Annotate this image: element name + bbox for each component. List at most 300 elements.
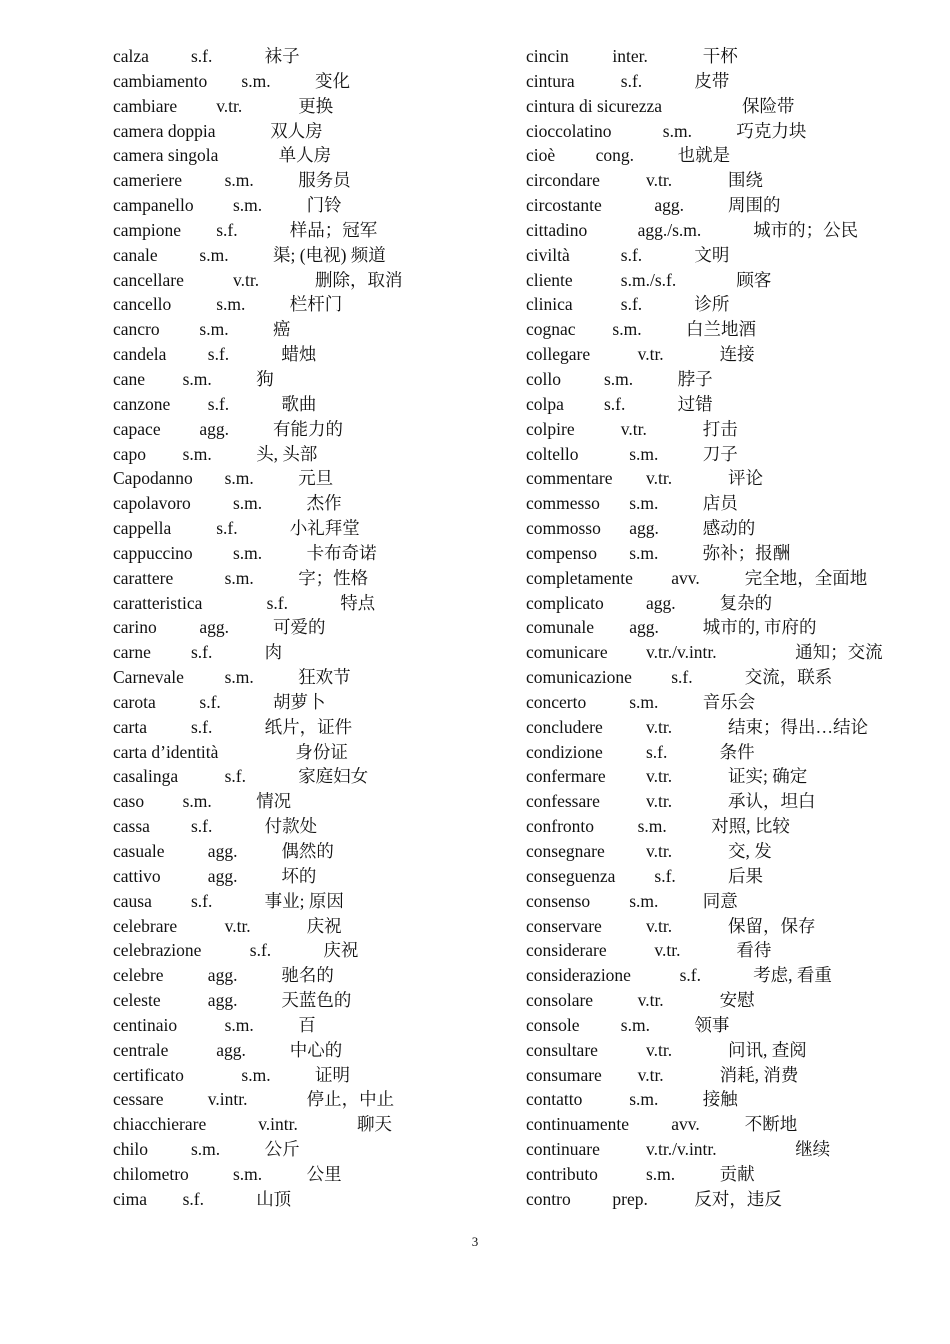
vocab-entry bbox=[526, 963, 946, 988]
vocab-meaning: 纸片，证件 bbox=[264, 716, 353, 737]
vocab-meaning: 复杂的 bbox=[719, 592, 773, 613]
vocab-pos: v.tr. bbox=[654, 940, 681, 961]
vocab-entry bbox=[526, 715, 946, 740]
vocab-pos: v.tr. bbox=[637, 990, 664, 1011]
vocab-entry bbox=[526, 44, 946, 69]
vocab-word: commentare bbox=[526, 468, 613, 489]
vocab-word: commosso bbox=[526, 518, 601, 539]
vocab-word: capace bbox=[113, 418, 161, 439]
vocab-word: cassa bbox=[113, 816, 150, 837]
vocab-word: cappella bbox=[113, 518, 172, 539]
vocab-meaning: 卡布奇诺 bbox=[306, 542, 377, 563]
vocab-entry bbox=[113, 1162, 533, 1187]
vocab-meaning: 也就是 bbox=[677, 145, 731, 166]
vocab-meaning: 天蓝色的 bbox=[281, 990, 352, 1011]
vocab-word: caso bbox=[113, 791, 145, 812]
vocab-meaning: 可爱的 bbox=[273, 617, 326, 638]
vocab-meaning: 巧克力块 bbox=[736, 120, 807, 141]
vocab-pos: s.f. bbox=[216, 518, 238, 539]
vocab-meaning: 皮带 bbox=[694, 70, 730, 91]
vocab-pos: s.f. bbox=[191, 890, 213, 911]
vocab-entry bbox=[113, 740, 533, 765]
vocab-word: cambiare bbox=[113, 95, 178, 116]
vocab-pos: s.m. bbox=[662, 120, 692, 141]
vocab-pos: s.f. bbox=[620, 294, 643, 315]
vocab-pos: s.f. bbox=[191, 46, 213, 66]
vocab-word: cioccolatino bbox=[526, 120, 612, 141]
vocab-meaning: 打击 bbox=[702, 418, 738, 439]
vocab-meaning: 安慰 bbox=[719, 990, 755, 1011]
vocab-word: capolavoro bbox=[113, 493, 191, 514]
vocab-meaning: 反对，违反 bbox=[694, 1188, 782, 1209]
vocab-word: contatto bbox=[526, 1089, 583, 1110]
right-column bbox=[526, 44, 946, 1212]
vocab-pos: s.f. bbox=[620, 70, 643, 91]
vocab-entry bbox=[113, 1112, 533, 1137]
vocab-meaning: 刀子 bbox=[702, 443, 738, 464]
vocab-pos: agg. bbox=[629, 617, 659, 638]
vocab-word: cintura bbox=[526, 70, 575, 91]
vocab-entry bbox=[526, 938, 946, 963]
vocab-meaning: 通知；交流 bbox=[795, 642, 883, 663]
vocab-meaning: 庆祝 bbox=[306, 915, 342, 936]
vocab-pos: s.m. bbox=[620, 1014, 650, 1035]
vocab-word: cameriere bbox=[113, 170, 182, 191]
vocab-entry bbox=[526, 814, 946, 839]
vocab-meaning: 蜡烛 bbox=[281, 344, 317, 365]
vocab-entry bbox=[526, 1137, 946, 1162]
vocab-word: contro bbox=[526, 1188, 571, 1209]
vocab-word: casalinga bbox=[113, 766, 179, 787]
vocab-pos: s.m./s.f. bbox=[620, 269, 677, 290]
vocab-word: celebrare bbox=[113, 915, 178, 936]
vocab-pos: v.tr. bbox=[646, 841, 673, 861]
vocab-word: complicato bbox=[526, 592, 604, 613]
vocab-meaning: 音乐会 bbox=[702, 691, 756, 712]
vocab-entry bbox=[526, 1162, 946, 1187]
vocab-entry bbox=[526, 1087, 946, 1112]
vocab-pos: s.f. bbox=[646, 741, 668, 762]
vocab-pos: s.m. bbox=[182, 443, 212, 464]
vocab-meaning: 身份证 bbox=[295, 741, 348, 762]
vocab-entry bbox=[526, 690, 946, 715]
vocab-pos: v.tr. bbox=[224, 915, 251, 936]
vocab-pos: agg. bbox=[207, 965, 238, 986]
vocab-word: celebrazione bbox=[113, 940, 202, 961]
vocab-entry bbox=[113, 864, 533, 889]
vocab-entry bbox=[526, 1013, 946, 1038]
vocab-word: campanello bbox=[113, 195, 194, 216]
vocab-word: consultare bbox=[526, 1039, 598, 1060]
vocab-word: casuale bbox=[113, 841, 165, 861]
vocab-word: confermare bbox=[526, 766, 606, 787]
vocab-pos: inter. bbox=[612, 46, 648, 66]
vocab-pos: s.f. bbox=[671, 667, 693, 688]
vocab-entry bbox=[526, 268, 946, 293]
vocab-word: celebre bbox=[113, 965, 164, 986]
vocab-word: centrale bbox=[113, 1039, 169, 1060]
vocab-entry bbox=[526, 417, 946, 442]
vocab-entry bbox=[113, 839, 533, 864]
vocab-word: chilometro bbox=[113, 1163, 189, 1184]
vocab-pos: s.m. bbox=[629, 542, 659, 563]
vocab-entry bbox=[113, 193, 533, 218]
vocab-pos: v.tr. bbox=[646, 1039, 673, 1060]
vocab-entry bbox=[113, 466, 533, 491]
vocab-entry bbox=[526, 119, 946, 144]
vocab-word: colpa bbox=[526, 393, 564, 414]
vocab-meaning: 栏杆门 bbox=[289, 294, 343, 315]
vocab-entry bbox=[526, 889, 946, 914]
vocab-pos: s.m. bbox=[199, 319, 229, 340]
vocab-entry bbox=[113, 1087, 533, 1112]
vocab-entry bbox=[113, 591, 533, 616]
vocab-word: concludere bbox=[526, 716, 603, 737]
vocab-pos: s.m. bbox=[182, 368, 212, 389]
vocab-meaning: 庆祝 bbox=[323, 940, 359, 961]
vocab-word: continuare bbox=[526, 1139, 600, 1160]
vocab-entry bbox=[526, 615, 946, 640]
vocab-entry bbox=[113, 243, 533, 268]
vocab-word: clinica bbox=[526, 294, 573, 315]
vocab-meaning: 同意 bbox=[702, 890, 738, 911]
vocab-entry bbox=[526, 516, 946, 541]
vocab-word: cambiamento bbox=[113, 70, 208, 91]
vocab-meaning: 脖子 bbox=[677, 368, 713, 389]
vocab-word: cancellare bbox=[113, 269, 184, 290]
vocab-meaning: 肉 bbox=[264, 642, 283, 663]
vocab-pos: s.m. bbox=[182, 791, 212, 812]
vocab-entry bbox=[113, 1013, 533, 1038]
vocab-pos: agg. bbox=[207, 841, 238, 861]
vocab-meaning: 不断地 bbox=[744, 1114, 798, 1135]
vocab-word: cioè bbox=[526, 145, 556, 166]
vocab-meaning: 袜子 bbox=[264, 46, 300, 66]
vocab-meaning: 看待 bbox=[736, 940, 772, 961]
vocab-word: carattere bbox=[113, 567, 174, 588]
vocab-entry bbox=[113, 789, 533, 814]
vocab-pos: s.f. bbox=[620, 244, 643, 265]
vocab-entry bbox=[113, 69, 533, 94]
vocab-word: continuamente bbox=[526, 1114, 630, 1135]
vocab-word: cima bbox=[113, 1188, 148, 1209]
vocab-meaning: 承认，坦白 bbox=[728, 791, 816, 812]
vocab-word: Carnevale bbox=[113, 667, 184, 688]
vocab-word: carota bbox=[113, 691, 156, 712]
vocab-word: confronto bbox=[526, 816, 595, 837]
vocab-pos: v.tr./v.intr. bbox=[646, 642, 717, 663]
vocab-meaning: 考虑, 看重 bbox=[753, 965, 832, 986]
vocab-entry bbox=[113, 1187, 533, 1212]
vocab-entry bbox=[113, 317, 533, 342]
vocab-pos: s.m. bbox=[224, 1014, 254, 1035]
vocab-word: chiacchierare bbox=[113, 1114, 207, 1135]
vocab-meaning: 胡萝卜 bbox=[273, 691, 326, 712]
vocab-entry bbox=[113, 690, 533, 715]
vocab-meaning: 领事 bbox=[694, 1014, 730, 1035]
vocab-pos: v.tr. bbox=[646, 170, 673, 191]
vocab-entry bbox=[113, 914, 533, 939]
vocab-meaning: 问讯, 查阅 bbox=[728, 1039, 807, 1060]
vocab-pos: v.tr. bbox=[216, 95, 243, 116]
vocab-pos: agg./s.m. bbox=[637, 219, 702, 240]
vocab-word: cancro bbox=[113, 319, 160, 340]
vocab-meaning: 小礼拜堂 bbox=[289, 518, 360, 539]
vocab-pos: s.f. bbox=[604, 393, 626, 414]
vocab-word: console bbox=[526, 1014, 580, 1035]
vocab-word: cliente bbox=[526, 269, 573, 290]
vocab-pos: agg. bbox=[199, 617, 230, 638]
vocab-pos: agg. bbox=[629, 518, 659, 539]
left-column bbox=[113, 44, 533, 1212]
vocab-meaning: 付款处 bbox=[264, 816, 318, 837]
vocab-entry bbox=[113, 218, 533, 243]
vocab-meaning: 字；性格 bbox=[298, 567, 369, 588]
vocab-entry bbox=[526, 864, 946, 889]
vocab-word: cappuccino bbox=[113, 542, 193, 563]
vocab-word: causa bbox=[113, 890, 152, 911]
vocab-entry bbox=[526, 789, 946, 814]
vocab-entry bbox=[113, 1063, 533, 1088]
vocab-pos: v.tr. bbox=[233, 269, 260, 290]
vocab-meaning: 顾客 bbox=[736, 269, 772, 290]
vocab-meaning: 删除，取消 bbox=[315, 269, 403, 290]
vocab-entry bbox=[526, 193, 946, 218]
vocab-pos: s.f. bbox=[182, 1188, 204, 1209]
vocab-meaning: 歌曲 bbox=[281, 393, 317, 414]
vocab-meaning: 评论 bbox=[728, 468, 763, 489]
vocab-pos: s.m. bbox=[199, 244, 229, 265]
vocab-entry bbox=[526, 591, 946, 616]
vocab-meaning: 中心的 bbox=[289, 1039, 343, 1060]
vocab-word: colpire bbox=[526, 418, 575, 439]
vocab-word: camera singola bbox=[113, 145, 219, 166]
vocab-entry bbox=[113, 143, 533, 168]
vocab-word: concerto bbox=[526, 691, 587, 712]
page-number: 3 bbox=[471, 1234, 479, 1249]
vocab-word: contributo bbox=[526, 1163, 598, 1184]
vocab-word: collegare bbox=[526, 344, 591, 365]
vocab-meaning: 交流，联系 bbox=[744, 667, 833, 688]
vocab-meaning: 样品；冠军 bbox=[289, 219, 378, 240]
vocab-meaning: 家庭妇女 bbox=[298, 766, 369, 787]
vocab-entry bbox=[113, 640, 533, 665]
vocab-pos: s.m. bbox=[629, 890, 659, 911]
vocab-meaning: 变化 bbox=[315, 70, 350, 91]
vocab-entry bbox=[113, 417, 533, 442]
vocab-pos: s.f. bbox=[266, 592, 288, 613]
vocab-meaning: 文明 bbox=[694, 244, 730, 265]
vocab-pos: s.f. bbox=[191, 716, 213, 737]
vocab-entry bbox=[526, 367, 946, 392]
vocab-entry bbox=[526, 566, 946, 591]
vocab-entry bbox=[113, 938, 533, 963]
vocab-entry bbox=[526, 218, 946, 243]
vocab-word: cognac bbox=[526, 319, 576, 340]
vocab-meaning: 更换 bbox=[298, 95, 334, 116]
vocab-pos: v.tr. bbox=[646, 766, 673, 787]
vocab-meaning: 过错 bbox=[677, 393, 713, 414]
vocab-meaning: 条件 bbox=[719, 741, 755, 762]
vocab-pos: s.f. bbox=[249, 940, 272, 961]
vocab-pos: s.f. bbox=[654, 865, 676, 886]
vocab-pos: prep. bbox=[612, 1188, 648, 1209]
vocab-entry bbox=[113, 268, 533, 293]
vocab-pos: s.m. bbox=[612, 319, 642, 340]
vocab-pos: s.m. bbox=[629, 493, 659, 514]
vocab-word: cancello bbox=[113, 294, 172, 315]
vocab-entry bbox=[113, 392, 533, 417]
vocab-meaning: 单人房 bbox=[278, 145, 332, 166]
vocab-entry bbox=[113, 168, 533, 193]
vocab-word: civiltà bbox=[526, 244, 570, 265]
vocab-entry bbox=[113, 665, 533, 690]
vocab-word: consegnare bbox=[526, 841, 605, 861]
vocab-meaning: 渠; (电视) 频道 bbox=[273, 244, 386, 265]
vocab-pos: s.m. bbox=[216, 294, 246, 315]
vocab-entry bbox=[526, 168, 946, 193]
vocab-pos: v.tr./v.intr. bbox=[646, 1139, 717, 1160]
vocab-meaning: 贡献 bbox=[719, 1163, 755, 1184]
vocab-entry bbox=[113, 292, 533, 317]
vocab-meaning: 双人房 bbox=[270, 120, 323, 141]
vocab-word: camera doppia bbox=[113, 120, 216, 141]
vocab-word: considerazione bbox=[526, 965, 631, 986]
vocab-meaning: 元旦 bbox=[298, 468, 334, 489]
vocab-pos: avv. bbox=[671, 1114, 700, 1135]
vocab-meaning: 周围的 bbox=[728, 195, 781, 216]
vocab-word: conservare bbox=[526, 915, 602, 936]
vocab-entry bbox=[113, 342, 533, 367]
vocab-entry bbox=[526, 1038, 946, 1063]
vocab-word: comunicazione bbox=[526, 667, 632, 688]
vocab-pos: agg. bbox=[199, 418, 230, 439]
vocab-pos: s.m. bbox=[233, 542, 263, 563]
vocab-word: cittadino bbox=[526, 219, 588, 240]
vocab-pos: s.m. bbox=[233, 195, 263, 216]
vocab-entry bbox=[526, 541, 946, 566]
vocab-word: cintura di sicurezza bbox=[526, 95, 663, 116]
vocab-entry bbox=[113, 541, 533, 566]
vocab-meaning: 头, 头部 bbox=[256, 443, 318, 464]
vocab-pos: s.m. bbox=[224, 667, 254, 688]
vocab-entry bbox=[526, 243, 946, 268]
vocab-pos: s.m. bbox=[224, 567, 254, 588]
vocab-word: canale bbox=[113, 244, 158, 265]
vocab-pos: agg. bbox=[654, 195, 685, 216]
vocab-meaning: 偶然的 bbox=[281, 841, 334, 861]
vocab-pos: s.m. bbox=[629, 691, 659, 712]
vocab-word: cincin bbox=[526, 46, 569, 66]
vocab-meaning: 停止，中止 bbox=[306, 1089, 395, 1110]
vocab-entry bbox=[113, 367, 533, 392]
vocab-entry bbox=[113, 516, 533, 541]
vocab-meaning: 证实; 确定 bbox=[728, 766, 808, 787]
vocab-entry bbox=[113, 988, 533, 1013]
vocab-pos: s.m. bbox=[629, 1089, 659, 1110]
vocab-pos: agg. bbox=[207, 865, 238, 886]
vocab-entry bbox=[113, 491, 533, 516]
vocab-entry bbox=[526, 392, 946, 417]
vocab-word: calza bbox=[113, 46, 149, 66]
vocab-word: candela bbox=[113, 344, 167, 365]
vocab-word: carta bbox=[113, 716, 147, 737]
vocab-meaning: 情况 bbox=[256, 791, 292, 812]
vocab-entry bbox=[526, 94, 946, 119]
vocab-pos: v.tr. bbox=[646, 716, 673, 737]
vocab-pos: agg. bbox=[207, 990, 238, 1011]
vocab-pos: v.tr. bbox=[646, 791, 673, 812]
vocab-entry bbox=[113, 814, 533, 839]
vocab-entry bbox=[526, 317, 946, 342]
vocab-word: cane bbox=[113, 368, 146, 389]
vocab-entry bbox=[526, 740, 946, 765]
vocab-entry bbox=[113, 119, 533, 144]
vocab-meaning: 店员 bbox=[702, 493, 738, 514]
vocab-entry bbox=[113, 44, 533, 69]
vocab-pos: cong. bbox=[595, 145, 634, 166]
vocab-meaning: 继续 bbox=[795, 1139, 831, 1160]
vocab-meaning: 杰作 bbox=[306, 493, 342, 514]
vocab-pos: v.tr. bbox=[620, 418, 647, 439]
vocab-pos: s.m. bbox=[241, 1064, 271, 1085]
vocab-meaning: 消耗, 消费 bbox=[719, 1064, 799, 1085]
vocab-meaning: 城市的；公民 bbox=[753, 219, 859, 240]
vocab-pos: s.m. bbox=[224, 468, 254, 489]
vocab-meaning: 诊所 bbox=[694, 294, 730, 315]
vocab-pos: s.m. bbox=[233, 493, 263, 514]
vocab-meaning: 感动的 bbox=[702, 518, 756, 539]
vocab-entry bbox=[526, 764, 946, 789]
vocab-pos: s.m. bbox=[629, 443, 659, 464]
vocab-pos: s.f. bbox=[191, 642, 213, 663]
vocab-pos: s.m. bbox=[233, 1163, 263, 1184]
vocab-pos: s.m. bbox=[224, 170, 254, 191]
vocab-word: canzone bbox=[113, 393, 171, 414]
vocab-word: considerare bbox=[526, 940, 607, 961]
vocab-meaning: 弥补；报酬 bbox=[702, 542, 791, 563]
vocab-pos: s.f. bbox=[199, 691, 221, 712]
vocab-word: celeste bbox=[113, 990, 161, 1011]
vocab-entry bbox=[113, 715, 533, 740]
vocab-meaning: 坏的 bbox=[281, 865, 317, 886]
vocab-entry bbox=[113, 566, 533, 591]
vocab-word: carne bbox=[113, 642, 151, 663]
vocab-entry bbox=[526, 466, 946, 491]
vocab-meaning: 证明 bbox=[315, 1064, 350, 1085]
vocab-word: compenso bbox=[526, 542, 597, 563]
vocab-meaning: 事业; 原因 bbox=[264, 890, 344, 911]
vocab-pos: s.m. bbox=[241, 70, 271, 91]
vocab-meaning: 保险带 bbox=[742, 95, 795, 116]
vocab-pos: s.f. bbox=[207, 393, 230, 414]
vocab-word: centinaio bbox=[113, 1014, 178, 1035]
vocab-entry bbox=[526, 292, 946, 317]
vocab-pos: v.tr. bbox=[646, 915, 673, 936]
vocab-entry bbox=[526, 1187, 946, 1212]
vocab-entry bbox=[113, 764, 533, 789]
vocab-word: conseguenza bbox=[526, 865, 616, 886]
vocab-meaning: 保留，保存 bbox=[728, 915, 816, 936]
vocab-entry bbox=[526, 665, 946, 690]
vocab-word: cattivo bbox=[113, 865, 161, 886]
vocab-meaning: 聊天 bbox=[357, 1114, 392, 1135]
vocab-word: consolare bbox=[526, 990, 594, 1011]
vocab-pos: s.f. bbox=[224, 766, 246, 787]
vocab-meaning: 百 bbox=[298, 1014, 316, 1035]
vocab-meaning: 连接 bbox=[719, 344, 755, 365]
vocab-pos: avv. bbox=[671, 567, 700, 588]
